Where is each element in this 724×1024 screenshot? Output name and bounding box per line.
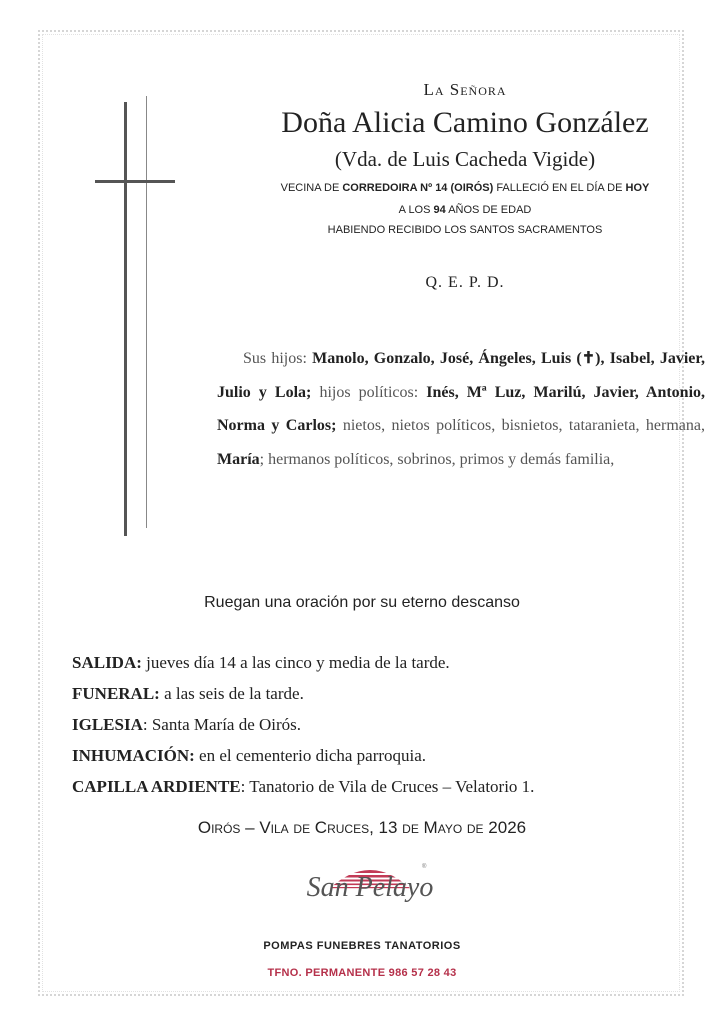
detail-label: INHUMACIÓN: <box>72 746 195 765</box>
detail-label: SALIDA: <box>72 653 142 672</box>
family-text-1: Sus hijos: <box>243 350 313 367</box>
widow-of: (Vda. de Luis Cacheda Vigide) <box>334 147 596 171</box>
family-text-4: ; hermanos políticos, sobrinos, primos y demás familia, <box>259 450 615 468</box>
detail-inhumacion <box>72 745 692 776</box>
detail-label: FUNERAL: <box>72 684 160 703</box>
family-children: Manolo, Gonzalo, José, Ángeles, Luis (✝), Isabel, Javier, Julio y Lola; <box>217 350 706 401</box>
family-text-2: hijos políticos: <box>311 383 427 401</box>
phone-label: TFNO. PERMANENTE 986 57 28 43 <box>267 967 457 979</box>
detail-iglesia <box>72 714 692 745</box>
detail-value: : Santa María de Oirós. <box>142 715 302 734</box>
residence-place: CORREDOIRA Nº 14 (OIRÓS) <box>342 182 494 194</box>
detail-value: a las seis de la tarde. <box>159 684 304 703</box>
svg-text:®: ® <box>422 864 427 870</box>
title-prefix: La Señora <box>423 80 507 99</box>
family-paragraph <box>217 342 705 476</box>
service-details <box>72 652 692 807</box>
family-sister: María <box>217 450 260 468</box>
detail-funeral <box>72 683 692 714</box>
detail-capilla <box>72 776 692 807</box>
detail-value: : Tanatorio de Vila de Cruces – Velatorio 1. <box>240 777 535 796</box>
prayer-request: Ruegan una oración por su eterno descanso <box>204 594 520 611</box>
deceased-name: Doña Alicia Camino González <box>281 106 649 139</box>
cross-shadow-line <box>146 96 147 528</box>
detail-label: IGLESIA <box>72 715 143 734</box>
sacraments-line: HABIENDO RECIBIDO LOS SANTOS SACRAMENTOS <box>327 224 603 236</box>
residence-pre: VECINA DE <box>280 182 343 194</box>
age-post: AÑOS DE EDAD <box>445 204 532 216</box>
page-border-inner <box>42 34 680 992</box>
family-text-3: nietos, nietos políticos, bisnietos, tataranieta, hermana, <box>336 417 705 434</box>
residence-mid: FALLECIÓ EN EL DÍA DE <box>493 182 626 194</box>
detail-value: en el cementerio dicha parroquia. <box>194 746 427 765</box>
death-day: HOY <box>625 182 650 194</box>
detail-value: jueves día 14 a las cinco y media de la tarde. <box>141 653 450 672</box>
date-line: Oirós – Vila de Cruces, 13 de Mayo de 2026 <box>197 818 527 837</box>
cross-bar <box>95 180 175 183</box>
detail-salida <box>72 652 692 683</box>
family-in-laws: Inés, Mª Luz, Marilú, Javier, Antonio, Norma y Carlos; <box>217 383 706 434</box>
age-value: 94 <box>433 204 446 216</box>
residence-line <box>230 182 700 194</box>
age-line <box>230 204 700 216</box>
services-label: POMPAS FUNEBRES TANATORIOS <box>263 940 461 952</box>
age-pre: A LOS <box>398 204 434 216</box>
cross-icon <box>124 102 127 536</box>
detail-label: CAPILLA ARDIENTE <box>72 777 241 796</box>
qepd: Q. E. P. D. <box>425 274 505 291</box>
logo-wordmark: San Pelayo <box>306 872 434 903</box>
